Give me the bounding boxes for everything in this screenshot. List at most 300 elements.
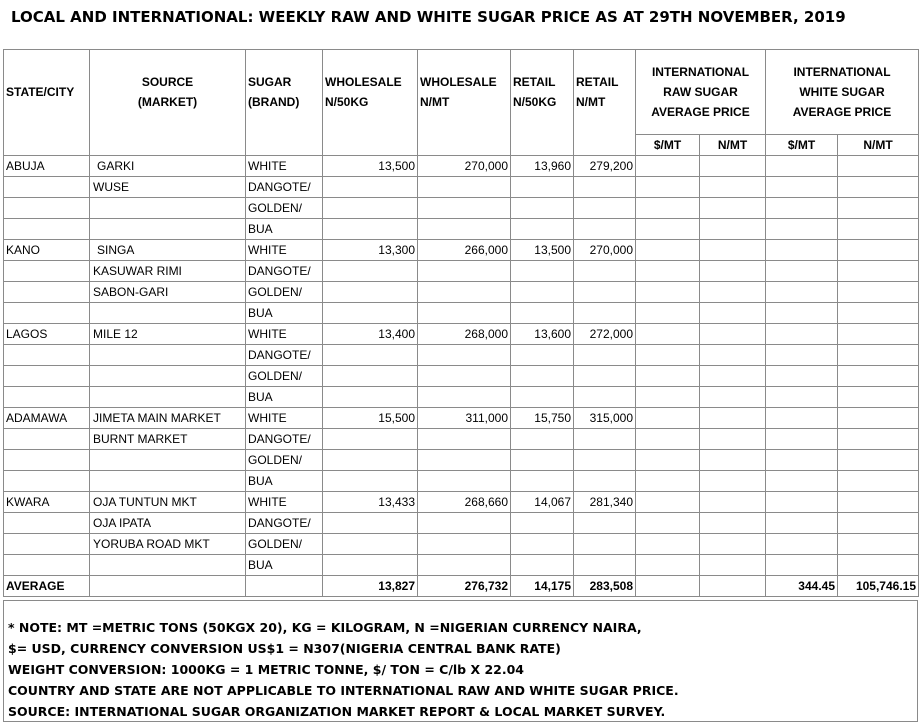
header-label: WHOLESALE: [420, 75, 497, 90]
avg-retail-50kg[interactable]: 14,175: [511, 576, 574, 597]
intl-price-cell[interactable]: [636, 555, 700, 576]
avg-wholesale-mt[interactable]: 276,732: [418, 576, 511, 597]
wholesale-50kg-cell[interactable]: [323, 219, 418, 240]
wholesale-50kg-cell[interactable]: [323, 177, 418, 198]
intl-price-cell[interactable]: [838, 450, 919, 471]
source-cell[interactable]: [90, 303, 246, 324]
retail-50kg-cell[interactable]: [511, 282, 574, 303]
retail-50kg-cell[interactable]: [511, 387, 574, 408]
header-label: N/MT: [576, 95, 606, 110]
state-cell[interactable]: [4, 387, 90, 408]
table-row: [4, 513, 919, 534]
intl-price-cell[interactable]: [838, 408, 919, 429]
retail-mt-cell[interactable]: [574, 555, 636, 576]
retail-50kg-cell[interactable]: [511, 345, 574, 366]
note-line: $= USD, CURRENCY CONVERSION US$1 = N307(NIGERIA CENTRAL BANK RATE): [8, 641, 561, 656]
header-label: STATE/CITY: [6, 85, 75, 100]
intl-price-cell[interactable]: [636, 345, 700, 366]
retail-mt-cell[interactable]: [574, 261, 636, 282]
intl-price-cell[interactable]: [766, 324, 838, 345]
wholesale-50kg-cell[interactable]: [323, 450, 418, 471]
brand-cell[interactable]: GOLDEN/: [246, 450, 323, 471]
retail-mt-cell[interactable]: [574, 471, 636, 492]
wholesale-mt-cell[interactable]: [418, 471, 511, 492]
header-source[interactable]: [90, 50, 246, 135]
header-label: WHOLESALE: [325, 75, 402, 90]
wholesale-mt-cell[interactable]: 268,000: [418, 324, 511, 345]
avg-retail-mt[interactable]: 283,508: [574, 576, 636, 597]
price-table: [3, 49, 919, 597]
retail-mt-cell[interactable]: [574, 366, 636, 387]
brand-cell[interactable]: GOLDEN/: [246, 366, 323, 387]
header-retail-mt[interactable]: [574, 50, 636, 135]
header-state-city[interactable]: [4, 50, 90, 135]
header-label: AVERAGE PRICE: [792, 105, 892, 119]
wholesale-mt-cell[interactable]: [418, 513, 511, 534]
retail-mt-cell[interactable]: [574, 387, 636, 408]
wholesale-50kg-cell[interactable]: [323, 345, 418, 366]
retail-mt-cell[interactable]: [574, 450, 636, 471]
intl-price-cell[interactable]: [766, 534, 838, 555]
retail-mt-cell[interactable]: [574, 303, 636, 324]
table-row: [4, 240, 919, 261]
intl-price-cell[interactable]: [700, 471, 766, 492]
brand-cell[interactable]: WHITE: [246, 492, 323, 513]
intl-price-cell[interactable]: [636, 492, 700, 513]
brand-cell[interactable]: BUA: [246, 387, 323, 408]
avg-intl-raw-n[interactable]: [700, 576, 766, 597]
empty-cell[interactable]: [418, 135, 511, 156]
intl-price-cell[interactable]: [766, 387, 838, 408]
intl-price-cell[interactable]: [636, 471, 700, 492]
source-cell[interactable]: MILE 12: [90, 324, 246, 345]
wholesale-50kg-cell[interactable]: [323, 261, 418, 282]
wholesale-mt-cell[interactable]: [418, 219, 511, 240]
avg-intl-white-n[interactable]: 105,746.15: [838, 576, 919, 597]
wholesale-mt-cell[interactable]: [418, 555, 511, 576]
state-cell[interactable]: [4, 345, 90, 366]
source-cell[interactable]: JIMETA MAIN MARKET: [90, 408, 246, 429]
retail-50kg-cell[interactable]: 13,960: [511, 156, 574, 177]
intl-price-cell[interactable]: [700, 261, 766, 282]
unit-header-usd-mt[interactable]: $/MT: [636, 135, 700, 156]
state-cell[interactable]: KANO: [4, 240, 90, 261]
brand-cell[interactable]: WHITE: [246, 240, 323, 261]
brand-cell[interactable]: GOLDEN/: [246, 534, 323, 555]
retail-50kg-cell[interactable]: [511, 303, 574, 324]
retail-mt-cell[interactable]: 270,000: [574, 240, 636, 261]
unit-header-usd-mt[interactable]: $/MT: [766, 135, 838, 156]
brand-cell[interactable]: GOLDEN/: [246, 198, 323, 219]
intl-price-cell[interactable]: [766, 492, 838, 513]
retail-50kg-cell[interactable]: [511, 366, 574, 387]
intl-price-cell[interactable]: [766, 219, 838, 240]
intl-price-cell[interactable]: [700, 198, 766, 219]
wholesale-50kg-cell[interactable]: 15,500: [323, 408, 418, 429]
header-label: RAW SUGAR: [663, 85, 738, 99]
header-intl-raw[interactable]: [636, 50, 766, 135]
intl-price-cell[interactable]: [700, 366, 766, 387]
intl-price-cell[interactable]: [766, 240, 838, 261]
empty-cell[interactable]: [90, 576, 246, 597]
note-line: SOURCE: INTERNATIONAL SUGAR ORGANIZATION MARKET REPORT & LOCAL MARKET SURVEY.: [8, 704, 666, 719]
intl-price-cell[interactable]: [700, 303, 766, 324]
wholesale-50kg-cell[interactable]: [323, 282, 418, 303]
state-cell[interactable]: LAGOS: [4, 324, 90, 345]
header-intl-white[interactable]: [766, 50, 919, 135]
intl-price-cell[interactable]: [838, 303, 919, 324]
wholesale-mt-cell[interactable]: [418, 345, 511, 366]
intl-price-cell[interactable]: [700, 240, 766, 261]
intl-price-cell[interactable]: [766, 471, 838, 492]
header-wholesale-mt[interactable]: [418, 50, 511, 135]
intl-price-cell[interactable]: [700, 450, 766, 471]
retail-50kg-cell[interactable]: 14,067: [511, 492, 574, 513]
header-label: INTERNATIONAL: [651, 65, 750, 79]
avg-wholesale-50kg[interactable]: 13,827: [323, 576, 418, 597]
intl-price-cell[interactable]: [636, 324, 700, 345]
empty-cell[interactable]: [246, 135, 323, 156]
retail-50kg-cell[interactable]: [511, 198, 574, 219]
wholesale-mt-cell[interactable]: [418, 303, 511, 324]
retail-mt-cell[interactable]: [574, 219, 636, 240]
retail-50kg-cell[interactable]: [511, 513, 574, 534]
wholesale-mt-cell[interactable]: [418, 261, 511, 282]
source-cell[interactable]: [90, 198, 246, 219]
average-label[interactable]: AVERAGE: [4, 576, 90, 597]
retail-50kg-cell[interactable]: [511, 555, 574, 576]
wholesale-50kg-cell[interactable]: [323, 198, 418, 219]
header-label: N/50KG: [513, 95, 557, 110]
intl-price-cell[interactable]: [700, 555, 766, 576]
note-line: COUNTRY AND STATE ARE NOT APPLICABLE TO INTERNATIONAL RAW AND WHITE SUGAR PRICE.: [8, 683, 679, 698]
retail-50kg-cell[interactable]: [511, 219, 574, 240]
source-cell[interactable]: [90, 387, 246, 408]
table-row: [4, 492, 919, 513]
intl-price-cell[interactable]: [838, 471, 919, 492]
header-label: SOURCE: [141, 75, 194, 90]
retail-mt-cell[interactable]: [574, 345, 636, 366]
header-retail-50kg[interactable]: [511, 50, 574, 135]
header-label: SUGAR: [248, 75, 292, 90]
table-row: [4, 555, 919, 576]
state-cell[interactable]: [4, 261, 90, 282]
intl-price-cell[interactable]: [636, 177, 700, 198]
table-row: [4, 471, 919, 492]
brand-cell[interactable]: DANGOTE/: [246, 345, 323, 366]
intl-price-cell[interactable]: [838, 219, 919, 240]
retail-50kg-cell[interactable]: 13,500: [511, 240, 574, 261]
source-cell[interactable]: [90, 471, 246, 492]
retail-mt-cell[interactable]: [574, 513, 636, 534]
empty-cell[interactable]: [4, 135, 90, 156]
retail-mt-cell[interactable]: 315,000: [574, 408, 636, 429]
header-label: INTERNATIONAL: [793, 65, 891, 79]
state-cell[interactable]: [4, 471, 90, 492]
source-cell[interactable]: [90, 450, 246, 471]
table-row: [4, 345, 919, 366]
empty-cell[interactable]: [574, 135, 636, 156]
intl-price-cell[interactable]: [636, 198, 700, 219]
source-cell[interactable]: KASUWAR RIMI: [90, 261, 246, 282]
intl-price-cell[interactable]: [700, 408, 766, 429]
avg-intl-raw-usd[interactable]: [636, 576, 700, 597]
header-label: RETAIL: [576, 75, 619, 90]
retail-mt-cell[interactable]: 279,200: [574, 156, 636, 177]
brand-cell[interactable]: DANGOTE/: [246, 177, 323, 198]
intl-price-cell[interactable]: [636, 429, 700, 450]
wholesale-mt-cell[interactable]: [418, 450, 511, 471]
intl-price-cell[interactable]: [700, 219, 766, 240]
state-cell[interactable]: [4, 366, 90, 387]
intl-price-cell[interactable]: [636, 282, 700, 303]
source-cell[interactable]: OJA IPATA: [90, 513, 246, 534]
intl-price-cell[interactable]: [766, 429, 838, 450]
wholesale-50kg-cell[interactable]: [323, 471, 418, 492]
note-line: * NOTE: MT =METRIC TONS (50KGX 20), KG = KILOGRAM, N =NIGERIAN CURRENCY NAIRA,: [8, 620, 642, 635]
wholesale-50kg-cell[interactable]: [323, 303, 418, 324]
source-cell[interactable]: [90, 555, 246, 576]
source-cell[interactable]: [90, 219, 246, 240]
intl-price-cell[interactable]: [766, 156, 838, 177]
table-row: [4, 324, 919, 345]
intl-price-cell[interactable]: [838, 555, 919, 576]
intl-price-cell[interactable]: [700, 513, 766, 534]
table-row: [4, 177, 919, 198]
intl-price-cell[interactable]: [766, 345, 838, 366]
intl-price-cell[interactable]: [636, 219, 700, 240]
intl-price-cell[interactable]: [700, 324, 766, 345]
state-cell[interactable]: [4, 429, 90, 450]
retail-mt-cell[interactable]: 272,000: [574, 324, 636, 345]
retail-50kg-cell[interactable]: [511, 534, 574, 555]
brand-cell[interactable]: WHITE: [246, 324, 323, 345]
wholesale-50kg-cell[interactable]: [323, 534, 418, 555]
wholesale-mt-cell[interactable]: [418, 177, 511, 198]
intl-price-cell[interactable]: [838, 345, 919, 366]
header-label: RETAIL: [513, 75, 556, 90]
state-cell[interactable]: KWARA: [4, 492, 90, 513]
source-cell[interactable]: [90, 366, 246, 387]
avg-intl-white-usd[interactable]: 344.45: [766, 576, 838, 597]
units-row: [4, 135, 919, 156]
intl-price-cell[interactable]: [838, 534, 919, 555]
source-cell[interactable]: SINGA: [90, 240, 246, 261]
wholesale-50kg-cell[interactable]: [323, 387, 418, 408]
brand-cell[interactable]: WHITE: [246, 408, 323, 429]
wholesale-mt-cell[interactable]: 270,000: [418, 156, 511, 177]
header-label: (BRAND): [248, 95, 300, 110]
wholesale-mt-cell[interactable]: [418, 198, 511, 219]
intl-price-cell[interactable]: [838, 282, 919, 303]
intl-price-cell[interactable]: [636, 513, 700, 534]
brand-cell[interactable]: GOLDEN/: [246, 282, 323, 303]
intl-price-cell[interactable]: [636, 450, 700, 471]
state-cell[interactable]: ADAMAWA: [4, 408, 90, 429]
intl-price-cell[interactable]: [766, 513, 838, 534]
table-row: [4, 156, 919, 177]
source-cell[interactable]: OJA TUNTUN MKT: [90, 492, 246, 513]
state-cell[interactable]: [4, 177, 90, 198]
note-line: WEIGHT CONVERSION: 1000KG = 1 METRIC TONNE, $/ TON = C/lb X 22.04: [8, 662, 525, 677]
intl-price-cell[interactable]: [636, 156, 700, 177]
intl-price-cell[interactable]: [636, 240, 700, 261]
unit-header-n-mt[interactable]: N/MT: [838, 135, 919, 156]
retail-50kg-cell[interactable]: [511, 450, 574, 471]
wholesale-mt-cell[interactable]: [418, 387, 511, 408]
brand-cell[interactable]: WHITE: [246, 156, 323, 177]
retail-mt-cell[interactable]: [574, 534, 636, 555]
intl-price-cell[interactable]: [838, 261, 919, 282]
wholesale-mt-cell[interactable]: [418, 282, 511, 303]
intl-price-cell[interactable]: [766, 408, 838, 429]
table-row: [4, 429, 919, 450]
wholesale-50kg-cell[interactable]: 13,400: [323, 324, 418, 345]
retail-50kg-cell[interactable]: [511, 471, 574, 492]
intl-price-cell[interactable]: [766, 555, 838, 576]
brand-cell[interactable]: BUA: [246, 219, 323, 240]
source-cell[interactable]: SABON-GARI: [90, 282, 246, 303]
table-row: [4, 282, 919, 303]
intl-price-cell[interactable]: [700, 429, 766, 450]
header-wholesale-50kg[interactable]: [323, 50, 418, 135]
state-cell[interactable]: [4, 303, 90, 324]
wholesale-50kg-cell[interactable]: [323, 555, 418, 576]
wholesale-50kg-cell[interactable]: 13,300: [323, 240, 418, 261]
header-sugar[interactable]: [246, 50, 323, 135]
intl-price-cell[interactable]: [838, 387, 919, 408]
state-cell[interactable]: [4, 534, 90, 555]
intl-price-cell[interactable]: [700, 492, 766, 513]
intl-price-cell[interactable]: [700, 387, 766, 408]
state-cell[interactable]: [4, 198, 90, 219]
average-row: [4, 576, 919, 597]
state-cell[interactable]: [4, 282, 90, 303]
state-cell[interactable]: [4, 513, 90, 534]
source-cell[interactable]: WUSE: [90, 177, 246, 198]
table-row: [4, 408, 919, 429]
brand-cell[interactable]: BUA: [246, 471, 323, 492]
intl-price-cell[interactable]: [636, 303, 700, 324]
table-row: [4, 303, 919, 324]
intl-price-cell[interactable]: [838, 492, 919, 513]
retail-50kg-cell[interactable]: [511, 177, 574, 198]
header-label: N/50KG: [325, 95, 369, 110]
empty-cell[interactable]: [246, 576, 323, 597]
intl-price-cell[interactable]: [766, 198, 838, 219]
unit-header-n-mt[interactable]: N/MT: [700, 135, 766, 156]
source-cell[interactable]: BURNT MARKET: [90, 429, 246, 450]
retail-mt-cell[interactable]: [574, 429, 636, 450]
table-row: [4, 198, 919, 219]
intl-price-cell[interactable]: [838, 177, 919, 198]
intl-price-cell[interactable]: [766, 261, 838, 282]
table-row: [4, 219, 919, 240]
retail-mt-cell[interactable]: [574, 282, 636, 303]
header-label: WHITE SUGAR: [799, 85, 885, 99]
source-cell[interactable]: YORUBA ROAD MKT: [90, 534, 246, 555]
intl-price-cell[interactable]: [700, 345, 766, 366]
intl-price-cell[interactable]: [766, 282, 838, 303]
header-label: AVERAGE PRICE: [651, 105, 750, 119]
wholesale-mt-cell[interactable]: [418, 534, 511, 555]
state-cell[interactable]: [4, 555, 90, 576]
intl-price-cell[interactable]: [766, 366, 838, 387]
intl-price-cell[interactable]: [766, 303, 838, 324]
retail-mt-cell[interactable]: 281,340: [574, 492, 636, 513]
wholesale-mt-cell[interactable]: [418, 366, 511, 387]
empty-cell[interactable]: [90, 135, 246, 156]
brand-cell[interactable]: DANGOTE/: [246, 513, 323, 534]
table-row: [4, 366, 919, 387]
wholesale-mt-cell[interactable]: 266,000: [418, 240, 511, 261]
intl-price-cell[interactable]: [636, 534, 700, 555]
brand-cell[interactable]: BUA: [246, 555, 323, 576]
wholesale-mt-cell[interactable]: [418, 429, 511, 450]
intl-price-cell[interactable]: [838, 198, 919, 219]
wholesale-50kg-cell[interactable]: [323, 429, 418, 450]
table-row: [4, 261, 919, 282]
intl-price-cell[interactable]: [636, 366, 700, 387]
brand-cell[interactable]: DANGOTE/: [246, 261, 323, 282]
wholesale-50kg-cell[interactable]: 13,500: [323, 156, 418, 177]
table-row: [4, 450, 919, 471]
intl-price-cell[interactable]: [838, 513, 919, 534]
empty-cell[interactable]: [323, 135, 418, 156]
wholesale-50kg-cell[interactable]: [323, 513, 418, 534]
brand-cell[interactable]: DANGOTE/: [246, 429, 323, 450]
intl-price-cell[interactable]: [636, 261, 700, 282]
state-cell[interactable]: [4, 219, 90, 240]
intl-price-cell[interactable]: [838, 429, 919, 450]
sheet-title: LOCAL AND INTERNATIONAL: WEEKLY RAW AND WHITE SUGAR PRICE AS AT 29TH NOVEMBER, 2019: [11, 8, 846, 26]
intl-price-cell[interactable]: [636, 387, 700, 408]
wholesale-mt-cell[interactable]: 311,000: [418, 408, 511, 429]
intl-price-cell[interactable]: [700, 282, 766, 303]
retail-mt-cell[interactable]: [574, 198, 636, 219]
header-label: (MARKET): [137, 95, 198, 110]
intl-price-cell[interactable]: [700, 534, 766, 555]
state-cell[interactable]: ABUJA: [4, 156, 90, 177]
retail-50kg-cell[interactable]: 15,750: [511, 408, 574, 429]
source-cell[interactable]: [90, 345, 246, 366]
intl-price-cell[interactable]: [838, 324, 919, 345]
source-cell[interactable]: GARKI: [90, 156, 246, 177]
retail-50kg-cell[interactable]: [511, 261, 574, 282]
retail-mt-cell[interactable]: [574, 177, 636, 198]
wholesale-mt-cell[interactable]: 268,660: [418, 492, 511, 513]
retail-50kg-cell[interactable]: 13,600: [511, 324, 574, 345]
brand-cell[interactable]: BUA: [246, 303, 323, 324]
intl-price-cell[interactable]: [838, 366, 919, 387]
intl-price-cell[interactable]: [700, 177, 766, 198]
wholesale-50kg-cell[interactable]: [323, 366, 418, 387]
empty-cell[interactable]: [511, 135, 574, 156]
header-label: N/MT: [420, 95, 450, 110]
intl-price-cell[interactable]: [838, 156, 919, 177]
state-cell[interactable]: [4, 450, 90, 471]
intl-price-cell[interactable]: [766, 177, 838, 198]
intl-price-cell[interactable]: [838, 240, 919, 261]
intl-price-cell[interactable]: [766, 450, 838, 471]
header-row: [4, 50, 919, 135]
wholesale-50kg-cell[interactable]: 13,433: [323, 492, 418, 513]
notes-box: [3, 600, 918, 722]
table-row: [4, 387, 919, 408]
retail-50kg-cell[interactable]: [511, 429, 574, 450]
intl-price-cell[interactable]: [636, 408, 700, 429]
intl-price-cell[interactable]: [700, 156, 766, 177]
